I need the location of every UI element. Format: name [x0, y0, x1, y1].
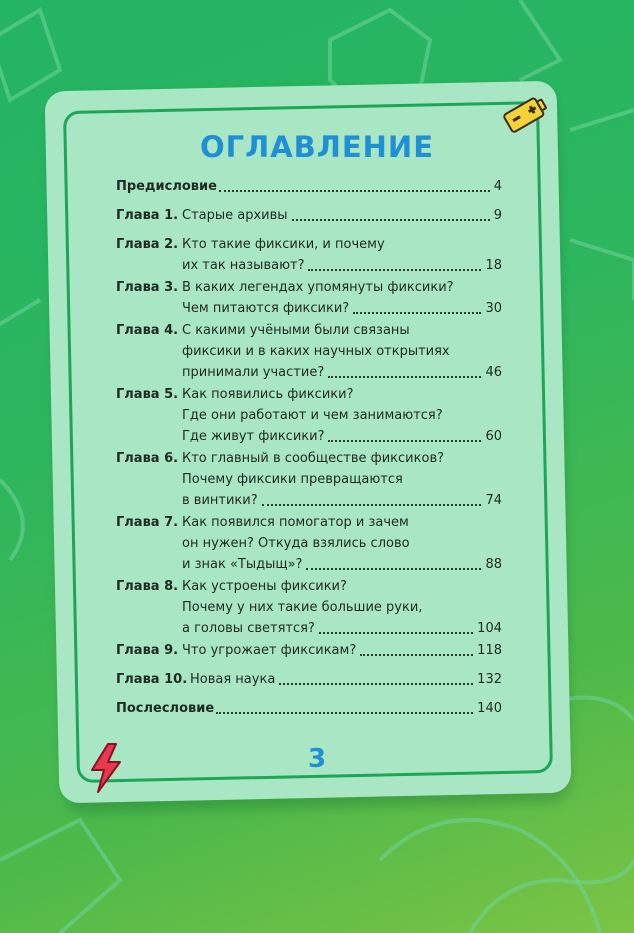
toc-entry-text: и знак «Тыдыщ»?: [182, 557, 303, 572]
toc-entry-text: Новая наука: [190, 672, 276, 687]
toc-entry-text: С какими учёными были связаны: [182, 323, 410, 338]
toc-leader-dots: [292, 219, 490, 221]
toc-entry-text: Старые архивы: [182, 208, 288, 223]
toc-page-number: 9: [493, 208, 502, 223]
toc-entry[interactable]: [116, 205, 502, 226]
toc-entry-label: Глава 9.: [116, 643, 179, 658]
toc-entry-label: Глава 8.: [116, 579, 179, 594]
toc-entry[interactable]: [116, 698, 502, 719]
toc-entry-text: Почему у них такие большие руки,: [182, 600, 423, 615]
toc-leader-dots: [319, 632, 473, 634]
toc-entry-text: Как появился помогатор и зачем: [182, 515, 409, 530]
toc-leader-dots: [216, 712, 473, 714]
toc-entry-text: Чем питаются фиксики?: [182, 301, 350, 316]
toc-entry[interactable]: [116, 576, 502, 639]
toc-entry[interactable]: [116, 640, 502, 661]
toc-entry-label: Предисловие: [116, 179, 217, 194]
toc-leader-dots: [353, 312, 481, 314]
toc-leader-dots: [279, 683, 473, 685]
toc-entry[interactable]: [116, 384, 502, 447]
toc-entry[interactable]: [116, 320, 502, 383]
toc-entry-text: Кто такие фиксики, и почему: [182, 237, 385, 252]
toc-entry-label: Глава 5.: [116, 387, 179, 402]
toc-entry-text: Как появились фиксики?: [182, 387, 354, 402]
toc-leader-dots: [328, 376, 481, 378]
toc-entry[interactable]: [116, 669, 502, 690]
toc-leader-dots: [262, 504, 481, 506]
toc-entry-label: Глава 3.: [116, 280, 179, 295]
toc-entry[interactable]: [116, 512, 502, 575]
toc-entry-label: Глава 10.: [116, 672, 188, 687]
toc-entry[interactable]: [116, 448, 502, 511]
toc-leader-dots: [328, 440, 481, 442]
toc-entry-text: их так называют?: [182, 258, 305, 273]
toc-leader-dots: [308, 269, 481, 271]
page-title: ОГЛАВЛЕНИЕ: [199, 130, 434, 164]
toc-entry-text: Почему фиксики превращаются: [182, 472, 403, 487]
toc-page-number: 60: [485, 429, 502, 444]
toc-page-number: 74: [485, 493, 502, 508]
toc-page-number: 88: [485, 557, 502, 572]
toc-entry-label: Глава 1.: [116, 208, 179, 223]
toc-page-number: 118: [477, 643, 502, 658]
toc-entry-label: Глава 4.: [116, 323, 179, 338]
toc-entry[interactable]: [116, 277, 502, 319]
toc-page-number: 30: [485, 301, 502, 316]
toc-page-number: 18: [485, 258, 502, 273]
toc-leader-dots: [219, 190, 490, 192]
toc-entry-text: В каких легендах упомянуты фиксики?: [182, 280, 454, 295]
toc-leader-dots: [306, 568, 481, 570]
toc-entry-label: Глава 7.: [116, 515, 179, 530]
toc-entry[interactable]: [116, 176, 502, 197]
toc-entry-text: Кто главный в сообществе фиксиков?: [182, 451, 444, 466]
toc-page-number: 140: [477, 701, 502, 716]
toc-entry-text: в винтики?: [182, 493, 258, 508]
page-number: 3: [307, 744, 327, 774]
toc-page-number: 4: [493, 179, 502, 194]
toc-leader-dots: [360, 654, 473, 656]
toc-entry-text: фиксики и в каких научных открытиях: [182, 344, 450, 359]
toc-entry-text: принимали участие?: [182, 365, 325, 380]
toc-entry-label: Послесловие: [116, 701, 215, 716]
toc-entry-text: он нужен? Откуда взялись слово: [182, 536, 410, 551]
toc-entry-text: Что угрожает фиксикам?: [182, 643, 357, 658]
toc-page-number: 104: [477, 621, 502, 636]
toc-page-number: 132: [477, 672, 502, 687]
toc-entry[interactable]: [116, 234, 502, 276]
toc-entry-text: Где они работают и чем занимаются?: [182, 408, 443, 423]
toc-entry-label: Глава 2.: [116, 237, 179, 252]
toc-entry-text: Где живут фиксики?: [182, 429, 325, 444]
toc-entry-label: Глава 6.: [116, 451, 179, 466]
toc-page-number: 46: [485, 365, 502, 380]
toc-entry-text: Как устроены фиксики?: [182, 579, 347, 594]
toc-entry-text: а головы светятся?: [182, 621, 315, 636]
